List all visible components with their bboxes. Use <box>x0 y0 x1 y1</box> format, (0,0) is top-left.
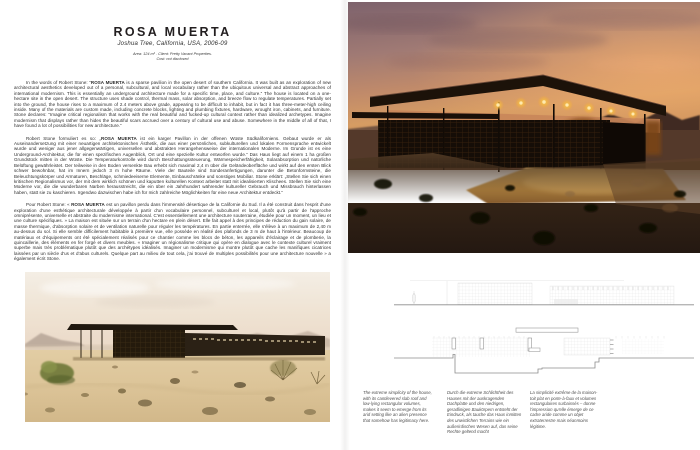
paragraph-rest: ist ein karger Pavillon in der offenen Wüste Südkaliforniens. Gebaut wurde er als Auseinandersetzung mit einer neuartigen architektonischen Ästhetik, die aus einer persönlichen, subkulturellen und lokalen Formensprache entwickelt wurde und weniger aus jener allgegenwärtigen, universellen und abstrakten Herangehensweise der internationalen Moderne. Im Grunde ist es eine Underground-Architektur, die für einen spezifischen Augenblick, Ort und eine spezielle Kultur entworfen wurde.“ Das Haus liegt auf einem 1 ha großen Grundstück mitten in der Wüste. Die Temperaturkontrolle wird durch Beschattungssteuerung, Wärmespeicherfähigkeit, Solarabsorption und natürliche Belüftung gewährleistet. Der teilweise in den Boden versenkte Bau erhebt sich maximal 2,4 m über die Geländeoberfläche und wirkt auf den ersten Blick schwer bewohnbar, hat im Innern jedoch 3 m hohe Räume. Viele der Bauteile sind Sonderanfertigungen, darunter die Betonformsteine, die Beleuchtungskörper und Armaturen, Beschläge, schmiedeeiserne Elemente, Einbauschränke und sonstiges Mobiliar. Stone erklärt: „Stellen Sie sich einen kritischen Regionalismus vor, der mit dem wirklich schönen und kaputten kulturellen Kontext arbeitet statt mit idealisierten Klischees. Stellen Sie sich eine Moderne vor, die die wunderbaren Narben herausstreicht, die ein über ein Jahrhundert währender kultureller Gebrauch und Missbrauch hinterlassen haben, statt sie zu kaschieren. Irgendwo dazwischen habe ich für mich zahlreiche Möglichkeiten für eine neue Architektur entdeckt.“ <box>14 135 331 195</box>
paragraph-rest: is a sparse pavilion in the open desert of southern California. It was built as an exploration of new architectural aesthetics developed out of a personal, subcultural, and local vocabulary rather than the ubiquitous universal and abstract approaches of international modernism. This is essentially an underground architecture made for a specific time, place, and culture.” The house is located on a one-hectare site in the open desert. The structure uses shade control, thermal mass, solar absorption, and breeze flow to regulate temperatures. Partially set into the ground, the house rises to a maximum of 2.4 meters above grade, appearing to be difficult to inhabit, but in fact it has three-meter-high ceiling inside. Many of the materials are custom made, including concrete blocks, lighting and plumbing fixtures, hardware, wrought iron, cabinets, and furniture. Stone declares: “Imagine critical regionalism that works with the real beautiful and fucked-up cultural context rather than idealized archetypes. Imagine modernism that displays rather than hides the beautiful scars accrued over a century of cultural use and abuse. Somewhere in the middle of all of that, I have found a lot of possibilities for new architecture.” <box>14 80 331 129</box>
caption-english: The extreme simplicity of the house, with its cantilevered slab roof and low-lying rectangular volumes, makes it seem to emerge from its arid setting like an alien presence that somehow has legitimacy here. <box>363 390 432 423</box>
day-photo <box>25 272 330 422</box>
paragraph-lead: Robert Stone formuliert es so: „ <box>26 135 102 141</box>
project-name-bold: ROSA MUERTA <box>71 202 105 208</box>
body-paragraph-english <box>14 80 331 129</box>
day-photo-illustration <box>25 272 330 422</box>
caption-german: Durch die extreme Schlichtheit des Hauses mit der auskragenden Dachplatte und den niedrigen, geradlinigen Baukörpern entsteht der Eindruck, als tauche das Haus inmitten des unwirtlichen Terrains wie ein außerirdisches Wesen auf, das seine Rechte geltend macht <box>447 390 522 435</box>
caption-french: La simplicité extrême de la maison- toit plat en porte-à-faux et volumes rectangulaires surbaissés – donne l'impression qu'elle émerge de ce cadre aride comme un objet extraterrestre mais néanmoins légitime. <box>530 390 598 429</box>
paragraph-rest: est un pavillon perdu dans l'immensité désertique de la Californie du Sud. Il a été construit dans l'esprit d'une exploration d'une esthétique architecturale développée à partir d'un vocabulaire personnel, subculturel et local, plutôt qu'à partir de l'approche omniprésente, universelle et abstraite du modernisme international. C'est essentiellement une architecture souterraine, étudiée pour un moment, un lieu et une culture spécifiques. » La maison est située sur un terrain d'un hectare en plein désert. Elle fait appel à des principes de réduction du gain solaire, de masse thermique, d'absorption solaire et de ventilation naturelle pour réguler les températures. En partie enterrée, elle s'élève à un maximum de 2,40 m au-dessus du sol. Si elle semble difficilement habitable à première vue, elle possède en réalité des plafonds de 3 m de haut à l'intérieur. Beaucoup de matériaux et d'équipements ont été spécialement réalisés pour ce chantier comme les blocs de béton, les appareils d'éclairage et de plomberie, la quincaillerie, des éléments en fer forgé et divers meubles. « Imaginer un régionalisme critique qui opère en dialogue avec le contexte culturel vraiment superbe mais très problématique plutôt que des archétypes idéalisés. Imaginer un modernisme qui montre plutôt que cache les manifiques cicatrices laissées par un siècle d'us et d'abus culturels. Quelque part au milieu de tout cela, j'ai trouvé de multiples possibilités pour une architecture nouvelle » a également écrit Stone. <box>14 202 331 262</box>
project-name-bold: ROSA MUERTA <box>90 80 125 85</box>
section-ground-line <box>394 355 694 374</box>
page-title: ROSA MUERTA <box>113 25 232 39</box>
drawings-illustration <box>392 277 696 381</box>
project-meta-line2: Cost: not disclosed <box>156 56 189 61</box>
section-drawing <box>394 328 694 373</box>
dusk-photo <box>348 2 700 253</box>
page-subtitle: Joshua Tree, California, USA, 2006-09 <box>117 41 228 47</box>
paragraph-lead: Pour Robert Stone: « <box>26 202 72 208</box>
body-paragraph-french <box>14 202 331 261</box>
dusk-photo-illustration <box>348 2 700 253</box>
body-copy <box>14 80 331 269</box>
article-header <box>14 26 331 62</box>
project-meta-line1: Area: 124 m² . Client: Pretty Vacant Properties. <box>133 52 212 56</box>
project-meta <box>14 52 331 62</box>
architectural-drawings <box>392 277 696 381</box>
elevation-drawing <box>394 281 694 305</box>
body-paragraph-german <box>14 136 331 195</box>
project-name-bold: ROSA MUERTA <box>101 135 137 141</box>
paragraph-lead: In the words of Robert Stone: “ <box>26 80 91 85</box>
